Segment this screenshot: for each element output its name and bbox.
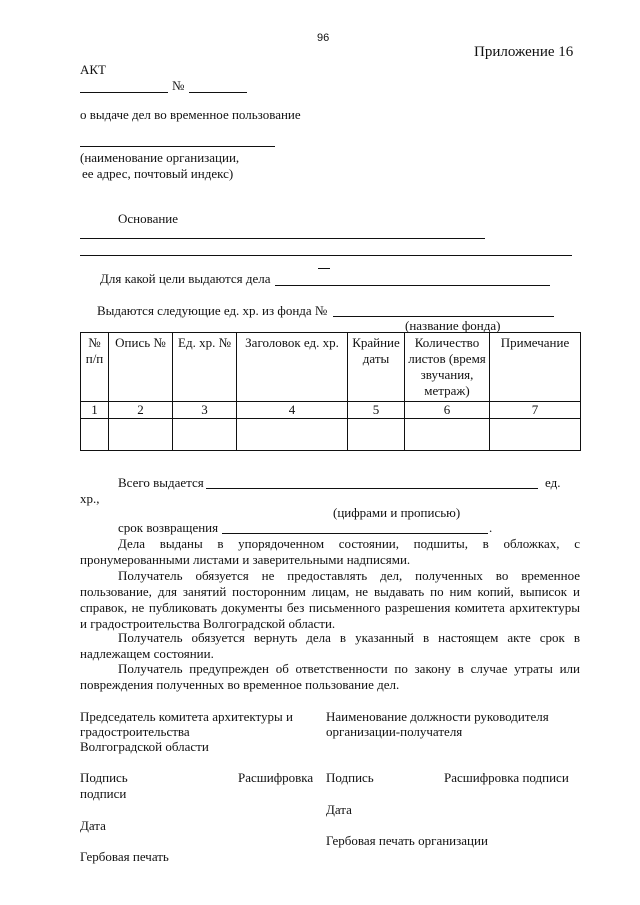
total-unit-start: хр., [80, 491, 100, 506]
left-decode-label: Расшифровка [238, 770, 314, 785]
purpose-line [275, 285, 550, 286]
table-cell [109, 419, 173, 451]
total-label: Всего выдается [118, 475, 204, 490]
paragraph-return: Получатель обязуется вернуть дела в указанный в настоящем акте срок в надлежащем состоянии. [80, 630, 580, 661]
left-signatory-title-1: Председатель комитета архитектуры и [80, 709, 293, 724]
col-header-inventory: Опись № [109, 333, 173, 402]
basis-line-2 [80, 255, 572, 256]
return-label: срок возвращения [118, 520, 219, 535]
org-caption-2: ее адрес, почтовый индекс) [82, 166, 234, 181]
table-number-row [81, 402, 581, 419]
act-date-line [80, 92, 168, 93]
table-cell [405, 419, 490, 451]
col-number: 1 [81, 402, 109, 419]
left-signatory-title-3: Волгоградской области [80, 739, 209, 754]
org-name-line [80, 146, 275, 147]
total-line [206, 488, 538, 489]
basis-dash [318, 268, 330, 269]
table-cell [81, 419, 109, 451]
right-decode-label: Расшифровка подписи [444, 770, 569, 785]
table-empty-row [81, 419, 581, 451]
col-header-title: Заголовок ед. хр. [237, 333, 348, 402]
left-date-label: Дата [80, 818, 106, 833]
issue-label: Выдаются следующие ед. хр. из фонда № [97, 303, 328, 318]
col-header-sheets: Количество листов (время звучания, метраж) [405, 333, 490, 402]
left-seal-label: Гербовая печать [80, 849, 169, 864]
left-decode-label-2: подписи [80, 786, 127, 801]
table-cell [348, 419, 405, 451]
paragraph-obligation: Получатель обязуется не предоставлять дел, полученных во временное пользование, для занятий посторонним лицам, не выдавать по ним копий, выписок и справок, не публиковать документы без письменного разрешения комитета архитектуры и градостроительства Волгоградской области. [80, 568, 580, 631]
table-cell [490, 419, 581, 451]
table-cell [237, 419, 348, 451]
col-number: 7 [490, 402, 581, 419]
appendix-label: Приложение 16 [474, 44, 574, 60]
right-sign-label: Подпись [326, 770, 374, 785]
basis-line-1 [80, 238, 485, 239]
org-caption-1: (наименование организации, [80, 150, 240, 165]
total-unit-end: ед. [545, 475, 561, 490]
col-number: 3 [173, 402, 237, 419]
right-signatory-title-1: Наименование должности руководителя [326, 709, 549, 724]
right-seal-label: Гербовая печать организации [326, 833, 488, 848]
right-date-label: Дата [326, 802, 352, 817]
col-header-unit: Ед. хр. № [173, 333, 237, 402]
col-number: 2 [109, 402, 173, 419]
act-number-line [189, 92, 247, 93]
return-end: . [489, 520, 493, 535]
fund-number-line [333, 316, 554, 317]
col-number: 5 [348, 402, 405, 419]
col-header-note: Примечание [490, 333, 581, 402]
fund-name-caption: (название фонда) [405, 318, 501, 333]
paragraph-condition: Дела выданы в упорядоченном состоянии, подшиты, в обложках, с пронумерованными листами и заверительными надписями. [80, 536, 580, 567]
issued-items-table [80, 332, 581, 451]
left-sign-label: Подпись [80, 770, 128, 785]
purpose-label: Для какой цели выдаются дела [100, 271, 271, 286]
col-number: 6 [405, 402, 490, 419]
number-sign: № [172, 78, 185, 93]
act-subject: о выдаче дел во временное пользование [80, 107, 301, 122]
col-number: 4 [237, 402, 348, 419]
return-line [222, 533, 488, 534]
act-title: АКТ [80, 62, 106, 77]
basis-label: Основание [118, 211, 179, 226]
col-header-dates: Крайние даты [348, 333, 405, 402]
total-caption: (цифрами и прописью) [333, 505, 461, 520]
left-signatory-title-2: градостроительства [80, 724, 190, 739]
table-header-row [81, 333, 581, 402]
table-cell [173, 419, 237, 451]
paragraph-liability: Получатель предупрежден об ответственности по закону в случае утраты или повреждения полученных во временное пользование дел. [80, 661, 580, 692]
right-signatory-title-2: организации-получателя [326, 724, 463, 739]
page-number: 96 [317, 32, 330, 44]
col-header-index: № п/п [81, 333, 109, 402]
